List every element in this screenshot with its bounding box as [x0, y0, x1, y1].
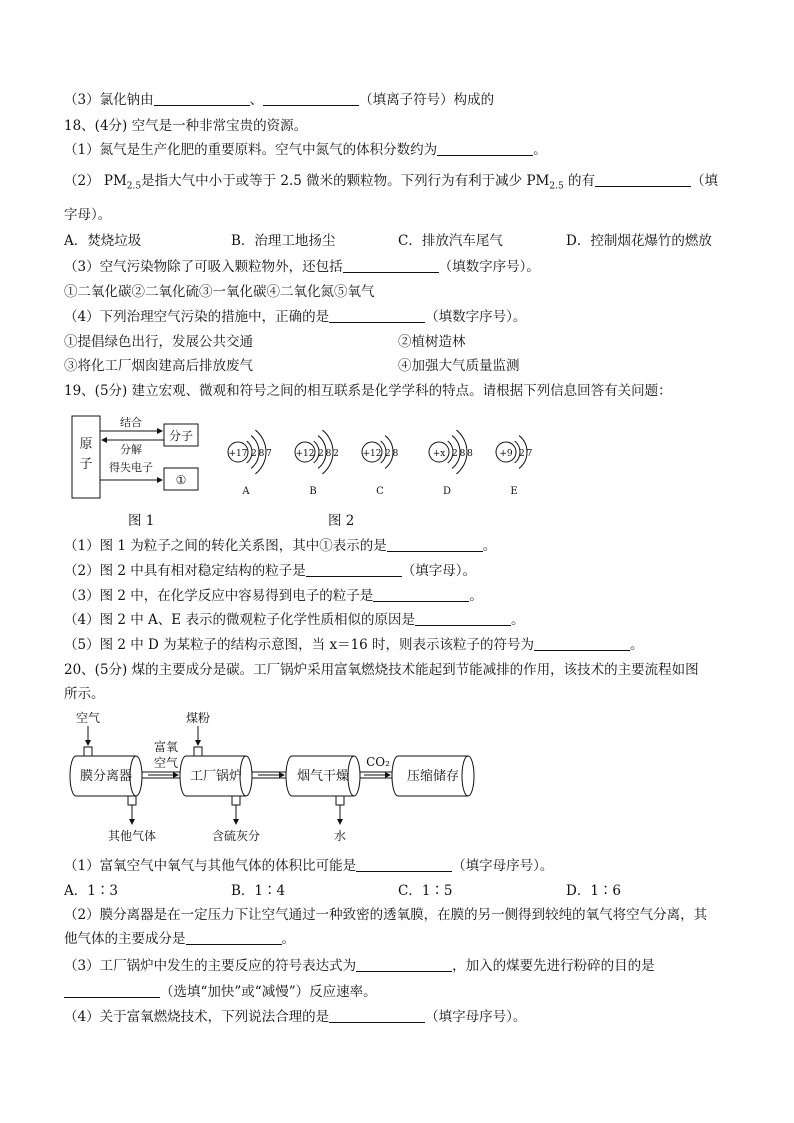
atom-structure-a — [228, 430, 272, 497]
q19-part1: （1）图 1 为粒子之间的转化关系图，其中①表示的是 。 — [64, 538, 497, 554]
q18-part1: （1）氮气是生产化肥的重要原料。空气中氮气的体积分数约为 。 — [64, 142, 547, 158]
flow-co2-label: CO₂ — [366, 755, 390, 769]
q20-part2-line1: （2）膜分离器是在一定压力下让空气通过一种致密的透氧膜，在膜的另一侧得到较纯的氧气将空气分离，其 — [64, 907, 708, 923]
q18-part4: （4）下列治理空气污染的措施中，正确的是 （填数字序号）。 — [64, 309, 527, 325]
answer-blank[interactable] — [534, 636, 630, 651]
nucleus-charge: +17 — [228, 449, 248, 459]
flow-air-label: 空气 — [75, 711, 101, 725]
q18-part3-items: ①二氧化碳②二氧化硫③一氧化碳④二氧化氮⑤氧气 — [64, 284, 375, 300]
flow-water-label: 水 — [333, 829, 347, 843]
decompose-label: 分解 — [120, 443, 142, 456]
answer-blank[interactable] — [263, 91, 359, 106]
answer-blank[interactable] — [329, 308, 425, 323]
figure-1-diagram — [64, 410, 214, 505]
figure-1-caption: 图 1 — [128, 513, 155, 529]
q20-option-b: B．1∶4 — [231, 883, 286, 899]
q18-title: 18、(4分) 空气是一种非常宝贵的资源。 — [64, 118, 308, 134]
answer-blank[interactable] — [329, 1008, 425, 1023]
membrane-separator-label: 膜分离器 — [79, 769, 133, 784]
shell-electron-counts: 2 8 8 — [452, 449, 473, 459]
boiler-label: 工厂锅炉 — [189, 769, 243, 784]
figure-2-atom-structures — [220, 420, 540, 500]
answer-blank[interactable] — [64, 983, 160, 998]
nucleus-charge: +12 — [295, 449, 315, 459]
compression-storage-label: 压缩储存 — [406, 769, 460, 784]
q18-part3: （3）空气污染物除了可吸入颗粒物外，还包括 （填数字序号）。 — [64, 259, 540, 275]
q18-measure-1: ①提倡绿色出行，发展公共交通 — [64, 334, 253, 350]
q17-part3: （3）氯化钠由 、 （填离子符号）构成的 — [64, 92, 495, 108]
q20-part2-line2: 他气体的主要成分是 。 — [64, 931, 295, 947]
answer-blank[interactable] — [356, 957, 452, 972]
answer-blank[interactable] — [373, 587, 469, 602]
answer-blank[interactable] — [595, 172, 691, 187]
q18-option-d: D．控制烟花爆竹的燃放 — [566, 233, 712, 249]
shell-electron-counts: 2 7 — [519, 449, 532, 459]
q20-part3-line1: （3）工厂锅炉中发生的主要反应的符号表达式为 ，加入的煤要先进行粉碎的目的是 — [64, 958, 655, 974]
flow-rich-oxygen-label-1: 富氧 — [153, 740, 179, 754]
q19-part3: （3）图 2 中，在化学反应中容易得到电子的粒子是 。 — [64, 588, 483, 604]
q20-option-a: A．1∶3 — [64, 883, 118, 899]
atom-label: D — [442, 486, 452, 497]
q20-process-flow-diagram — [64, 708, 484, 848]
nucleus-charge: +12 — [362, 449, 382, 459]
shell-electron-counts: 2 8 7 — [251, 449, 272, 459]
answer-blank[interactable] — [343, 258, 439, 273]
shell-electron-counts: 2 8 — [385, 449, 398, 459]
blank-circle-1: ① — [175, 473, 187, 487]
flow-coal-label: 煤粉 — [185, 711, 211, 725]
atom-label: C — [376, 486, 384, 497]
nucleus-charge: +x — [432, 449, 446, 459]
q20-option-c: C．1∶5 — [398, 883, 453, 899]
q20-part4: （4）关于富氧燃烧技术，下列说法合理的是 （填字母序号）。 — [64, 1009, 527, 1025]
answer-blank[interactable] — [437, 141, 533, 156]
atom-structure-e — [496, 436, 533, 497]
q20-title-line1: 20、(5分) 煤的主要成分是碳。工厂锅炉采用富氧燃烧技术能起到节能减排的作用，该技术的主要流程如图 — [64, 662, 699, 678]
atom-label: E — [510, 486, 518, 497]
q19-title: 19、(5分) 建立宏观、微观和符号之间的相互联系是化学学科的特点。请根据下列信息回答有关问题： — [64, 383, 672, 399]
atom-label: A — [242, 486, 250, 497]
atom-structure-d — [429, 430, 473, 497]
atom-label-1: 原 — [79, 437, 93, 452]
combine-label: 结合 — [120, 416, 142, 429]
answer-blank[interactable] — [154, 91, 250, 106]
flow-other-gas-label: 其他气体 — [107, 829, 157, 843]
q18-measure-4: ④加强大气质量监测 — [398, 358, 520, 374]
q20-option-d: D．1∶6 — [566, 883, 622, 899]
q20-part1: （1）富氧空气中氧气与其他气体的体积比可能是 （填字母序号）。 — [64, 858, 554, 874]
q20-part3-line2: （选填“加快”或“减慢”）反应速率。 — [64, 983, 377, 1001]
q18-option-c: C．排放汽车尾气 — [398, 233, 503, 249]
atom-structure-c — [362, 436, 399, 497]
q19-part5: （5）图 2 中 D 为某粒子的结构示意图，当 x＝16 时，则表示该粒子的符号为 。 — [64, 637, 644, 653]
answer-blank[interactable] — [415, 611, 511, 626]
atom-label-2: 子 — [79, 457, 93, 472]
q18-part2-cont: 字母）。 — [64, 207, 112, 223]
answer-blank[interactable] — [186, 930, 282, 945]
figure-2-caption: 图 2 — [328, 513, 355, 529]
q18-option-b: B．治理工地扬尘 — [231, 233, 336, 249]
molecule-label: 分子 — [168, 429, 194, 443]
flow-rich-oxygen-label-2: 空气 — [153, 756, 179, 770]
flow-sulfur-ash-label: 含硫灰分 — [211, 829, 261, 843]
atom-label: B — [309, 486, 317, 497]
flue-dryer-label: 烟气干燥 — [296, 769, 350, 784]
q19-part2: （2）图 2 中具有相对稳定结构的粒子是 （填字母）。 — [64, 563, 477, 579]
shell-electron-counts: 2 8 2 — [318, 449, 339, 459]
q19-part4: （4）图 2 中 A、E 表示的微观粒子化学性质相似的原因是 。 — [64, 612, 525, 628]
q18-measure-2: ②植树造林 — [398, 334, 466, 350]
gainlose-label: 得失电子 — [109, 461, 153, 474]
answer-blank[interactable] — [387, 537, 483, 552]
q20-title-line2: 所示。 — [64, 686, 105, 702]
q18-option-a: A．焚烧垃圾 — [64, 233, 142, 249]
q18-part2: （2） $PM_{2.5}$是指大气中小于或等于 2.5 微米的颗粒物。下列行为有利于减少 $PM_{2.5}$ 的有 （填 — [64, 173, 718, 192]
nucleus-charge: +9 — [499, 449, 513, 459]
q18-measure-3: ③将化工厂烟囱建高后排放废气 — [64, 358, 253, 374]
atom-structure-b — [295, 430, 338, 497]
answer-blank[interactable] — [356, 857, 452, 872]
answer-blank[interactable] — [306, 562, 402, 577]
